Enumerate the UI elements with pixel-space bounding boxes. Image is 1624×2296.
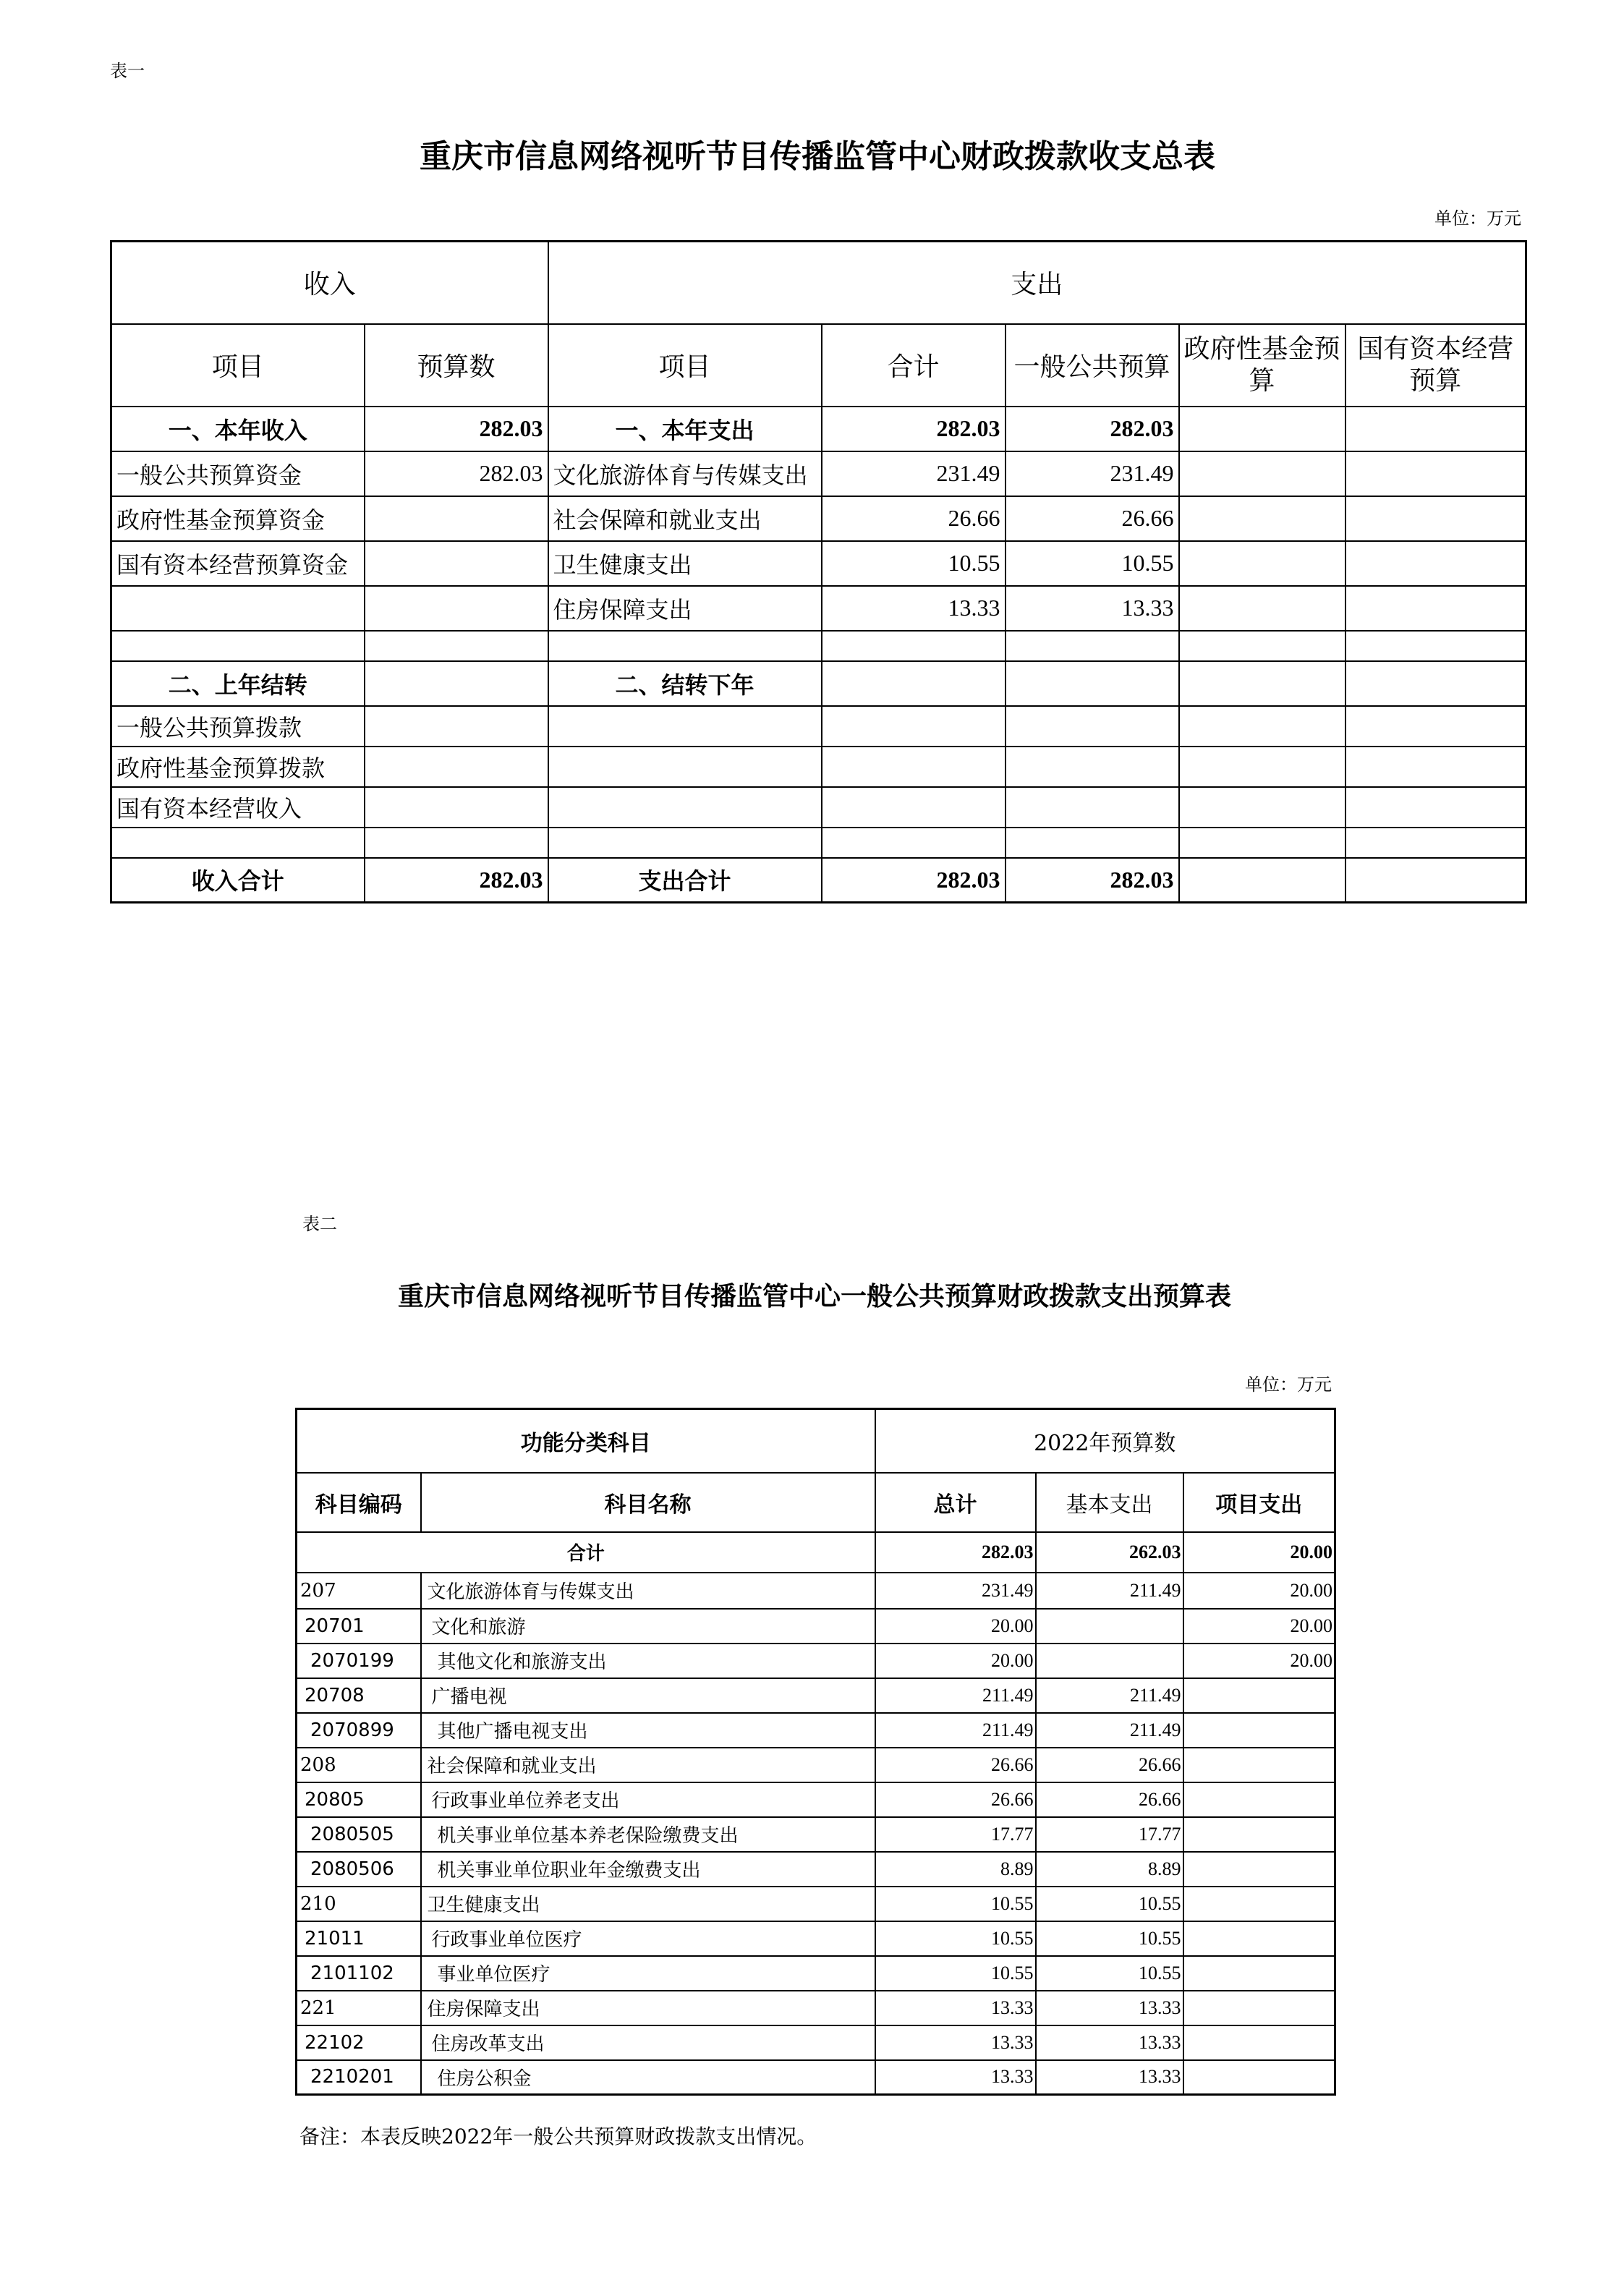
expense-item-cell: 二、结转下年 <box>548 661 822 706</box>
budget-row <box>297 1573 1335 1609</box>
expense-item-cell: 卫生健康支出 <box>548 541 822 586</box>
income-item-cell <box>111 586 365 631</box>
basic-cell: 211.49 <box>1036 1713 1183 1748</box>
general-budget-cell: 26.66 <box>1006 496 1179 541</box>
expense-item-cell: 社会保障和就业支出 <box>548 496 822 541</box>
expense-total-cell <box>822 631 1006 661</box>
total-cell: 13.33 <box>875 2025 1036 2060</box>
gov-fund-cell <box>1179 747 1345 787</box>
total-row-project: 20.00 <box>1183 1532 1335 1573</box>
basic-cell <box>1036 1609 1183 1644</box>
gov-fund-header: 政府性基金预算 <box>1179 324 1345 407</box>
subject-name-cell: 文化旅游体育与传媒支出 <box>421 1573 875 1609</box>
subject-name-cell: 文化和旅游 <box>421 1609 875 1644</box>
expense-header: 支出 <box>548 242 1526 324</box>
budget-row <box>297 2060 1335 2095</box>
subject-name-cell: 其他文化和旅游支出 <box>421 1644 875 1678</box>
total-cell: 211.49 <box>875 1678 1036 1713</box>
budget-row <box>297 1887 1335 1921</box>
basic-cell: 211.49 <box>1036 1573 1183 1609</box>
total-cell: 13.33 <box>875 1991 1036 2025</box>
total-cell: 10.55 <box>875 1921 1036 1956</box>
income-value-cell <box>365 747 548 787</box>
income-item-cell: 政府性基金预算拨款 <box>111 747 365 787</box>
project-cell <box>1183 2060 1335 2095</box>
subject-code-cell: 2210201 <box>297 2060 421 2095</box>
state-capital-header: 国有资本经营预算 <box>1345 324 1526 407</box>
project-cell <box>1183 2025 1335 2060</box>
state-capital-cell <box>1345 747 1526 787</box>
income-item-cell: 国有资本经营预算资金 <box>111 541 365 586</box>
budget-count-header: 预算数 <box>365 324 548 407</box>
income-value-cell <box>365 661 548 706</box>
subject-name-cell: 住房改革支出 <box>421 2025 875 2060</box>
expense-total-cell: 13.33 <box>822 586 1006 631</box>
summary-row <box>111 661 1526 706</box>
basic-cell: 13.33 <box>1036 2060 1183 2095</box>
summary-row <box>111 407 1526 451</box>
budget-row <box>297 1852 1335 1887</box>
budget-row <box>297 1921 1335 1956</box>
general-budget-cell: 231.49 <box>1006 451 1179 496</box>
state-capital-cell <box>1345 706 1526 747</box>
state-capital-cell <box>1345 828 1526 858</box>
subject-name-cell: 行政事业单位医疗 <box>421 1921 875 1956</box>
general-budget-cell <box>1006 828 1179 858</box>
budget-row <box>297 1678 1335 1713</box>
income-value-cell <box>365 586 548 631</box>
total-cell: 8.89 <box>875 1852 1036 1887</box>
state-capital-cell <box>1345 407 1526 451</box>
subject-code-cell: 2101102 <box>297 1956 421 1991</box>
income-item-cell: 一、本年收入 <box>111 407 365 451</box>
total-cell: 17.77 <box>875 1817 1036 1852</box>
gov-fund-cell <box>1179 586 1345 631</box>
basic-header: 基本支出 <box>1036 1473 1183 1532</box>
subject-name-cell: 卫生健康支出 <box>421 1887 875 1921</box>
basic-cell: 10.55 <box>1036 1887 1183 1921</box>
general-budget-cell <box>1006 631 1179 661</box>
summary-row <box>111 858 1526 903</box>
income-value-cell <box>365 706 548 747</box>
income-value-cell <box>365 631 548 661</box>
basic-cell: 26.66 <box>1036 1782 1183 1817</box>
expense-item-cell <box>548 828 822 858</box>
project-cell <box>1183 1991 1335 2025</box>
table1-unit: 单位：万元 <box>1434 208 1521 229</box>
project-cell <box>1183 1887 1335 1921</box>
general-budget-cell <box>1006 706 1179 747</box>
income-header: 收入 <box>111 242 548 324</box>
project-cell <box>1183 1713 1335 1748</box>
project-cell: 20.00 <box>1183 1573 1335 1609</box>
total-header: 总计 <box>875 1473 1036 1532</box>
gov-fund-cell <box>1179 407 1345 451</box>
state-capital-cell <box>1345 661 1526 706</box>
basic-cell: 17.77 <box>1036 1817 1183 1852</box>
project-cell <box>1183 1921 1335 1956</box>
subject-name-cell: 事业单位医疗 <box>421 1956 875 1991</box>
table2-note: 备注：本表反映2022年一般公共预算财政拨款支出情况。 <box>299 2125 817 2148</box>
expense-total-cell: 26.66 <box>822 496 1006 541</box>
subject-code-cell: 20708 <box>297 1678 421 1713</box>
subject-code-cell: 210 <box>297 1887 421 1921</box>
subject-code-cell: 207 <box>297 1573 421 1609</box>
summary-row <box>111 496 1526 541</box>
expense-total-cell: 282.03 <box>822 858 1006 903</box>
basic-cell: 13.33 <box>1036 1991 1183 2025</box>
expense-total-cell <box>822 706 1006 747</box>
state-capital-cell <box>1345 451 1526 496</box>
summary-row <box>111 706 1526 747</box>
project-cell: 20.00 <box>1183 1644 1335 1678</box>
general-budget-expense-table <box>295 1408 1336 2096</box>
general-budget-cell: 13.33 <box>1006 586 1179 631</box>
income-item-header: 项目 <box>111 324 365 407</box>
income-item-cell <box>111 828 365 858</box>
general-budget-cell: 10.55 <box>1006 541 1179 586</box>
subject-code-cell: 208 <box>297 1748 421 1782</box>
budget-row <box>297 1817 1335 1852</box>
income-expense-summary-table <box>110 240 1527 903</box>
gov-fund-cell <box>1179 661 1345 706</box>
subject-name-cell: 社会保障和就业支出 <box>421 1748 875 1782</box>
subject-name-cell: 住房公积金 <box>421 2060 875 2095</box>
project-cell <box>1183 1782 1335 1817</box>
expense-total-cell <box>822 828 1006 858</box>
subject-code-cell: 20805 <box>297 1782 421 1817</box>
budget-row <box>297 2025 1335 2060</box>
subject-code-cell: 221 <box>297 1991 421 2025</box>
gov-fund-cell <box>1179 451 1345 496</box>
summary-row <box>111 451 1526 496</box>
total-row-total: 282.03 <box>875 1532 1036 1573</box>
gov-fund-cell <box>1179 787 1345 828</box>
project-cell <box>1183 1678 1335 1713</box>
expense-total-cell: 231.49 <box>822 451 1006 496</box>
income-value-cell: 282.03 <box>365 451 548 496</box>
subject-name-cell: 其他广播电视支出 <box>421 1713 875 1748</box>
subject-name-cell: 行政事业单位养老支出 <box>421 1782 875 1817</box>
name-header: 科目名称 <box>421 1473 875 1532</box>
total-cell: 26.66 <box>875 1782 1036 1817</box>
gov-fund-cell <box>1179 828 1345 858</box>
gov-fund-cell <box>1179 496 1345 541</box>
general-budget-cell <box>1006 747 1179 787</box>
budget-row <box>297 1956 1335 1991</box>
total-cell: 20.00 <box>875 1609 1036 1644</box>
subject-name-cell: 机关事业单位基本养老保险缴费支出 <box>421 1817 875 1852</box>
basic-cell: 10.55 <box>1036 1956 1183 1991</box>
expense-total-header: 合计 <box>822 324 1006 407</box>
subject-name-cell: 机关事业单位职业年金缴费支出 <box>421 1852 875 1887</box>
budget-row <box>297 1644 1335 1678</box>
general-budget-cell <box>1006 661 1179 706</box>
table1-title: 重庆市信息网络视听节目传播监管中心财政拨款收支总表 <box>420 138 1215 175</box>
budget-row <box>297 1713 1335 1748</box>
income-value-cell <box>365 541 548 586</box>
income-value-cell: 282.03 <box>365 407 548 451</box>
total-cell: 26.66 <box>875 1748 1036 1782</box>
income-item-cell <box>111 631 365 661</box>
subject-code-cell: 2080506 <box>297 1852 421 1887</box>
income-item-cell: 一般公共预算拨款 <box>111 706 365 747</box>
expense-item-cell: 文化旅游体育与传媒支出 <box>548 451 822 496</box>
income-value-cell <box>365 496 548 541</box>
subject-code-cell: 20701 <box>297 1609 421 1644</box>
subject-code-cell: 2080505 <box>297 1817 421 1852</box>
summary-row <box>111 828 1526 858</box>
total-cell: 13.33 <box>875 2060 1036 2095</box>
subject-code-cell: 2070899 <box>297 1713 421 1748</box>
table2-title: 重庆市信息网络视听节目传播监管中心一般公共预算财政拨款支出预算表 <box>397 1281 1231 1311</box>
income-item-cell: 政府性基金预算资金 <box>111 496 365 541</box>
project-cell <box>1183 1748 1335 1782</box>
expense-item-cell <box>548 631 822 661</box>
total-cell: 10.55 <box>875 1887 1036 1921</box>
income-value-cell <box>365 828 548 858</box>
table1-tag: 表一 <box>110 61 145 81</box>
total-cell: 10.55 <box>875 1956 1036 1991</box>
year-budget-header: 2022年预算数 <box>875 1409 1335 1473</box>
income-value-cell <box>365 787 548 828</box>
total-cell: 231.49 <box>875 1573 1036 1609</box>
table2-unit: 单位：万元 <box>1245 1374 1332 1395</box>
income-item-cell: 一般公共预算资金 <box>111 451 365 496</box>
basic-cell: 10.55 <box>1036 1921 1183 1956</box>
total-cell: 211.49 <box>875 1713 1036 1748</box>
expense-item-cell: 住房保障支出 <box>548 586 822 631</box>
project-cell: 20.00 <box>1183 1609 1335 1644</box>
income-item-cell: 国有资本经营收入 <box>111 787 365 828</box>
total-row-label: 合计 <box>297 1532 875 1573</box>
expense-item-cell: 一、本年支出 <box>548 407 822 451</box>
expense-total-cell <box>822 787 1006 828</box>
budget-row <box>297 1782 1335 1817</box>
basic-cell: 26.66 <box>1036 1748 1183 1782</box>
project-header: 项目支出 <box>1183 1473 1335 1532</box>
summary-row <box>111 586 1526 631</box>
income-item-cell: 收入合计 <box>111 858 365 903</box>
general-budget-cell: 282.03 <box>1006 407 1179 451</box>
total-cell: 20.00 <box>875 1644 1036 1678</box>
budget-row <box>297 1609 1335 1644</box>
state-capital-cell <box>1345 541 1526 586</box>
expense-item-header: 项目 <box>548 324 822 407</box>
project-cell <box>1183 1852 1335 1887</box>
summary-row <box>111 787 1526 828</box>
income-item-cell: 二、上年结转 <box>111 661 365 706</box>
expense-total-cell: 10.55 <box>822 541 1006 586</box>
general-budget-header: 一般公共预算 <box>1006 324 1179 407</box>
state-capital-cell <box>1345 586 1526 631</box>
state-capital-cell <box>1345 787 1526 828</box>
project-cell <box>1183 1817 1335 1852</box>
budget-row <box>297 1748 1335 1782</box>
total-row-basic: 262.03 <box>1036 1532 1183 1573</box>
expense-item-cell <box>548 747 822 787</box>
basic-cell: 13.33 <box>1036 2025 1183 2060</box>
income-value-cell: 282.03 <box>365 858 548 903</box>
expense-total-cell: 282.03 <box>822 407 1006 451</box>
basic-cell: 8.89 <box>1036 1852 1183 1887</box>
summary-row <box>111 747 1526 787</box>
expense-total-cell <box>822 661 1006 706</box>
gov-fund-cell <box>1179 631 1345 661</box>
gov-fund-cell <box>1179 706 1345 747</box>
summary-row <box>111 631 1526 661</box>
basic-cell <box>1036 1644 1183 1678</box>
subject-name-cell: 住房保障支出 <box>421 1991 875 2025</box>
subject-code-cell: 21011 <box>297 1921 421 1956</box>
expense-item-cell <box>548 787 822 828</box>
basic-cell: 211.49 <box>1036 1678 1183 1713</box>
expense-item-cell: 支出合计 <box>548 858 822 903</box>
state-capital-cell <box>1345 631 1526 661</box>
gov-fund-cell <box>1179 858 1345 903</box>
subject-code-cell: 22102 <box>297 2025 421 2060</box>
code-header: 科目编码 <box>297 1473 421 1532</box>
table2-tag: 表二 <box>302 1214 337 1234</box>
general-budget-cell <box>1006 787 1179 828</box>
subject-name-cell: 广播电视 <box>421 1678 875 1713</box>
general-budget-cell: 282.03 <box>1006 858 1179 903</box>
summary-row <box>111 541 1526 586</box>
project-cell <box>1183 1956 1335 1991</box>
subject-code-cell: 2070199 <box>297 1644 421 1678</box>
expense-item-cell <box>548 706 822 747</box>
state-capital-cell <box>1345 496 1526 541</box>
state-capital-cell <box>1345 858 1526 903</box>
expense-total-cell <box>822 747 1006 787</box>
budget-row <box>297 1991 1335 2025</box>
gov-fund-cell <box>1179 541 1345 586</box>
func-category-header: 功能分类科目 <box>297 1409 875 1473</box>
